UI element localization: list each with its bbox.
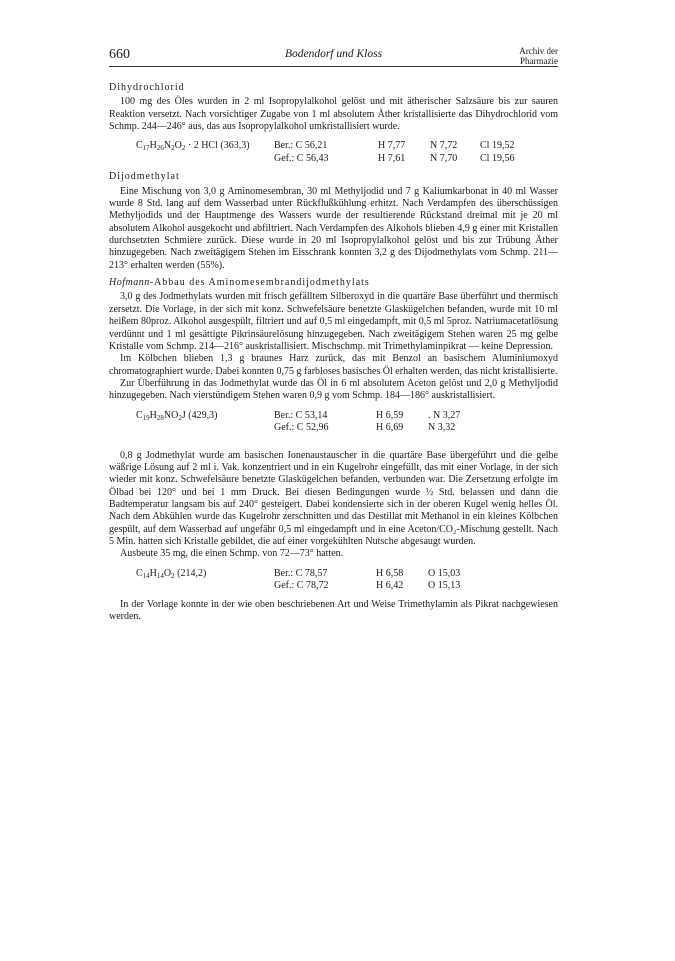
calc-o: O 15,03 [428,567,461,579]
calc-h: H 6,59 [376,409,404,421]
found-h: H 6,69 [376,422,404,434]
found-c: Gef.: C 56,43 [274,152,329,164]
section-heading-dihydrochlorid: Dihydrochlorid [109,82,185,93]
article-body [109,82,558,623]
found-n: N 7,70 [430,152,458,164]
paragraph: 0,8 g Jodmethylat wurde am basischen Ionenaustauscher in die quartäre Base übergeführt und die gelbe wäßrige Lösung auf 2 ml i. Vak. konzentriert und in ein Kugelrohr eingefüllt, das mit einer Vorlage, in der sich wieder mit konz. Schwefelsäure benetzte Glaskügelchen befanden, verbunden war. Die Zersetzung erfolgte im Ölbad bei 120° und bei 1 mm Druck. Bei diesen Bedingungen wurde ½ Std. belassen und dann die Badtemperatur langsam bis auf 240° gesteigert. Dabei kondensierte sich in der oberen Kugel wenig helles Öl. Nach dem Abkühlen wurde das Kugelrohr zerschnitten und das Destillat mit Methanol in ein kleines Kölbchen gespült, auf dem Wasserbad auf ungefähr 0,5 ml eingedampft und in eine Aceton/CO₂-Mischung gestellt. Nach 5 Min. hatten sich Kristalle gebildet, die auf einer vorgekühlten Nutsche abgesaugt wurden. [109,449,558,547]
journal-name [519,46,558,66]
calc-h: H 7,77 [378,140,406,152]
journal-name-line1: Archiv der [519,46,558,56]
calc-c: Ber.: C 78,57 [274,567,328,579]
found-n: N 3,32 [428,422,456,434]
found-o: O 15,13 [428,580,461,592]
elemental-analysis [136,410,558,435]
paragraph: Zur Überführung in das Jodmethylat wurde das Öl in 6 ml absolutem Aceton gelöst und 2,0 g Methyljodid hinzugegeben. Nach vierstündigem Stehen waren 0,9 g vom Schmp. 184—186° auskristallisiert. [109,377,558,402]
molecular-formula: $C_{19}H_{28}NO_2J$ (429,3) [136,409,218,422]
found-cl: Cl 19,56 [480,152,515,164]
found-h: H 6,42 [376,580,404,592]
paragraph: Ausbeute 35 mg, die einen Schmp. von 72—73° hatten. [120,548,344,560]
paragraph: Im Kölbchen blieben 1,3 g braunes Harz zurück, das mit Benzol an basischem Aluminiumoxyd chromatographiert wurde. Dabei konnten 0,75 g farbloses basisches Öl erhalten werden, das nicht kristallisierte. [109,353,558,377]
calc-h: H 6,58 [376,567,404,579]
paragraph: 100 mg des Öles wurden in 2 ml Isopropylalkohol gelöst und mit ätherischer Salzsäure bis zur sauren Reaktion versetzt. Nach vorsichtiger Zugabe von 1 ml absolutem Äther kristallisierte das Dihydrochlorid vom Schmp. 244—246° aus, das aus Isopropylalkohol umkristallisiert wurde. [109,96,558,133]
paragraph: Eine Mischung von 3,0 g Aminomesembran, 30 ml Methyljodid und 7 g Kaliumkarbonat in 40 ml Wasser wurde 8 Std. lang auf dem Wasserbad unter Rückflußkühlung erhitzt. Nach Verdampfen des überschüssigen Methyljodids und der Hauptmenge des Wassers wurde der resultierende Rückstand dreimal mit je 20 ml absolutem Alkohol ausgekocht und abfiltriert. Nach Verdampfen des Alkohols blieben 4,9 g einer mit Kristallen durchsetzten Schmiere zurück. Diese wurde in 20 ml Isopropylalkohol gelöst und bis zur Trübung Äther hinzugegeben. Nach zweitägigem Stehen im Eisschrank konnten 3,2 g des Dijodmethylats vom Schmp. 211—213° erhalten werden (55%). [109,185,558,271]
calc-n: . N 3,27 [428,409,461,421]
elemental-analysis [136,140,558,165]
elemental-analysis [136,568,558,593]
running-header [109,46,558,68]
paragraph: In der Vorlage konnte in der wie oben beschriebenen Art und Weise Trimethylamin als Pikrat nachgewiesen werden. [109,598,558,622]
found-c: Gef.: C 52,96 [274,422,329,434]
header-rule [109,66,558,67]
running-authors: Bodendorf und Kloss [284,48,383,60]
calc-n: N 7,72 [430,140,458,152]
calc-c: Ber.: C 53,14 [274,409,328,421]
molecular-formula: $C_{17}H_{26}N_2O_2 \cdot 2$ HCl (363,3) [136,140,250,153]
section-heading-hofmann-abbau: Hofmann-Abbau des Aminomesembrandijodmethylats [109,277,370,289]
paragraph: 3,0 g des Jodmethylats wurden mit frisch gefälltem Silberoxyd in die quartäre Base überführt und thermisch zersetzt. Die Vorlage, in der sich mit konz. Schwefelsäure benetzte Glaskügelchen befanden, wurde mit 10 ml heißem 80proz. Alkohol ausgespült, filtriert und auf 0,5 ml eingedampft, mit 0,5 ml 5proz. Natriumacetatlösung verdünnt und 1 ml gesättigte Pikrinsäurelösung hinzugegeben. Nach zweitägigem Stehen waren 25 mg gelbe Kristalle vom Schmp. 214—216° auskristallisiert. Mischschmp. mit Trimethylaminpikrat — keine Depression. [109,291,558,352]
page-number: 660 [109,47,130,62]
calc-c: Ber.: C 56,21 [274,140,328,152]
molecular-formula: $C_{14}H_{14}O_2$ (214,2) [136,567,207,580]
journal-name-line2: Pharmazie [520,56,558,66]
calc-cl: Cl 19,52 [480,140,515,152]
found-h: H 7,61 [378,152,406,164]
section-heading-dijodmethylat: Dijodmethylat [109,171,180,183]
found-c: Gef.: C 78,72 [274,580,329,592]
